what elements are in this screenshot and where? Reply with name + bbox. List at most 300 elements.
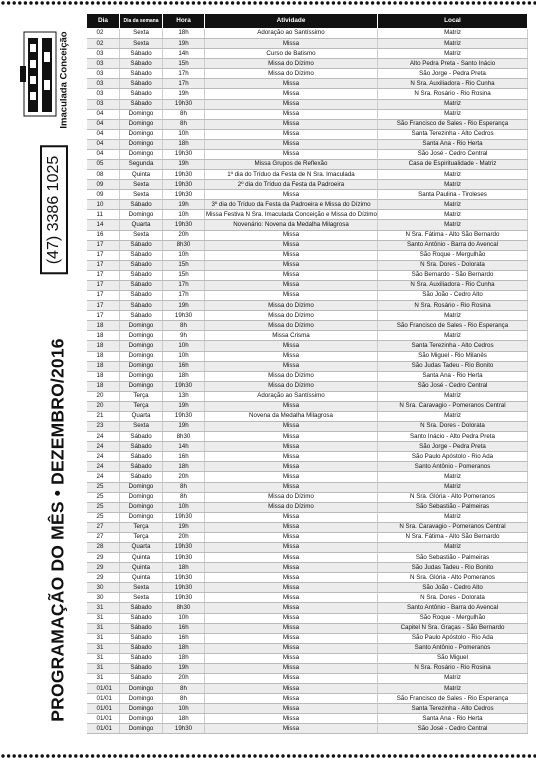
cell-hora: 19h <box>163 422 205 432</box>
cell-dia-semana: Segunda <box>120 160 163 170</box>
cell-local: Matriz <box>378 109 528 119</box>
cell-atividade: Missa <box>205 633 378 643</box>
cell-atividade: Missa do Dízimo <box>205 381 378 391</box>
cell-atividade: Missa <box>205 532 378 542</box>
cell-dia: 31 <box>87 663 120 673</box>
cell-atividade: Missa Crisma <box>205 331 378 341</box>
table-row <box>87 704 528 714</box>
cell-dia-semana: Sábado <box>120 472 163 482</box>
cell-hora: 16h <box>163 361 205 371</box>
cell-dia: 29 <box>87 573 120 583</box>
cell-dia-semana: Terça <box>120 391 163 401</box>
cell-dia-semana: Domingo <box>120 331 163 341</box>
cell-hora: 10h <box>163 210 205 220</box>
cell-dia: 29 <box>87 563 120 573</box>
cell-atividade: Novena da Medalha Milagrosa <box>205 411 378 421</box>
cell-dia: 05 <box>87 160 120 170</box>
cell-dia: 01/01 <box>87 684 120 694</box>
cell-hora: 8h <box>163 321 205 331</box>
cell-dia: 01/01 <box>87 694 120 704</box>
table-row <box>87 391 528 401</box>
cell-atividade: Missa do Dízimo <box>205 321 378 331</box>
cell-atividade: Curso de Batismo <box>205 49 378 59</box>
cell-dia: 10 <box>87 200 120 210</box>
cell-hora: 19h30 <box>163 190 205 200</box>
schedule-table <box>86 13 528 734</box>
cell-atividade: Missa <box>205 603 378 613</box>
table-row <box>87 623 528 633</box>
table-row <box>87 381 528 391</box>
cell-atividade: Missa do Dízimo <box>205 492 378 502</box>
cell-local: Matriz <box>378 542 528 552</box>
cell-dia-semana: Sábado <box>120 452 163 462</box>
cell-atividade: Missa do Dízimo <box>205 301 378 311</box>
table-row <box>87 462 528 472</box>
cell-local: Matriz <box>378 170 528 180</box>
cell-local: N Sra. Dores - Dolorata <box>378 260 528 270</box>
cell-local: Matriz <box>378 482 528 492</box>
cell-local: Matriz <box>378 512 528 522</box>
cell-atividade: 3º dia do Tríduo da Festa da Padroeira e Missa do Dízimo <box>205 200 378 210</box>
cell-hora: 19h <box>163 401 205 411</box>
cell-local: São Paulo Apóstolo - Rio Ada <box>378 452 528 462</box>
table-row <box>87 49 528 59</box>
cell-local: Alto Pedra Preta - Santo Inácio <box>378 59 528 69</box>
cell-dia: 31 <box>87 623 120 633</box>
table-row <box>87 331 528 341</box>
cell-hora: 19h30 <box>163 512 205 522</box>
cell-dia-semana: Domingo <box>120 351 163 361</box>
cell-local: N Sra. Caravagio - Pomeranos Central <box>378 522 528 532</box>
cell-hora: 9h <box>163 331 205 341</box>
cell-dia: 25 <box>87 482 120 492</box>
cell-dia: 31 <box>87 674 120 684</box>
table-row <box>87 341 528 351</box>
table-row <box>87 633 528 643</box>
cell-dia-semana: Domingo <box>120 694 163 704</box>
cell-atividade: Missa <box>205 432 378 442</box>
cell-atividade: Missa <box>205 472 378 482</box>
cell-atividade: Missa <box>205 99 378 109</box>
dotted-border-bottom <box>0 753 536 759</box>
cell-hora: 20h <box>163 532 205 542</box>
cell-dia: 11 <box>87 210 120 220</box>
cell-local: N Sra. Glória - Alto Pomeranos <box>378 492 528 502</box>
cell-dia-semana: Terça <box>120 532 163 542</box>
cell-dia-semana: Domingo <box>120 704 163 714</box>
cell-local: São Francisco de Sales - Rio Esperança <box>378 321 528 331</box>
cell-dia-semana: Sábado <box>120 311 163 321</box>
cell-dia: 02 <box>87 29 120 39</box>
cell-local: São Francisco de Sales - Rio Esperança <box>378 694 528 704</box>
cell-dia-semana: Sábado <box>120 674 163 684</box>
cell-local: Santa Ana - Rio Herta <box>378 371 528 381</box>
cell-dia: 18 <box>87 351 120 361</box>
cell-hora: 19h30 <box>163 170 205 180</box>
cell-hora: 19h <box>163 89 205 99</box>
cell-dia: 01/01 <box>87 724 120 734</box>
cell-hora: 10h <box>163 613 205 623</box>
cell-local: N Sra. Fátima - Alto São Bernardo <box>378 532 528 542</box>
table-row <box>87 674 528 684</box>
cell-dia-semana: Terça <box>120 522 163 532</box>
cell-local: Santa Terezinha - Alto Cedros <box>378 341 528 351</box>
cell-hora: 19h30 <box>163 583 205 593</box>
cell-atividade: Missa <box>205 563 378 573</box>
table-row <box>87 694 528 704</box>
table-row <box>87 482 528 492</box>
cell-atividade: Missa <box>205 482 378 492</box>
col-header-atividade: Atividade <box>205 14 378 29</box>
cell-dia-semana: Sábado <box>120 99 163 109</box>
cell-dia-semana: Sexta <box>120 190 163 200</box>
cell-atividade: Missa <box>205 89 378 99</box>
cell-local: Matriz <box>378 180 528 190</box>
cell-atividade: Missa Festiva N Sra. Imaculada Conceição e Missa do Dízimo <box>205 210 378 220</box>
cell-atividade: Missa <box>205 724 378 734</box>
cell-atividade: Missa do Dízimo <box>205 502 378 512</box>
cell-dia: 18 <box>87 361 120 371</box>
logo-text: Imaculada Conceição <box>58 31 70 129</box>
cell-dia: 18 <box>87 321 120 331</box>
cell-dia: 30 <box>87 593 120 603</box>
cell-hora: 18h <box>163 643 205 653</box>
table-row <box>87 643 528 653</box>
cell-dia: 31 <box>87 633 120 643</box>
cell-dia: 24 <box>87 452 120 462</box>
cell-hora: 19h30 <box>163 593 205 603</box>
cell-local: São João - Cedro Alto <box>378 291 528 301</box>
cell-dia: 18 <box>87 371 120 381</box>
cell-atividade: Missa <box>205 280 378 290</box>
cell-hora: 19h30 <box>163 542 205 552</box>
cell-local: Matriz <box>378 472 528 482</box>
cell-hora: 16h <box>163 452 205 462</box>
cell-dia: 03 <box>87 59 120 69</box>
table-row <box>87 129 528 139</box>
table-row <box>87 603 528 613</box>
cell-dia: 28 <box>87 542 120 552</box>
table-row <box>87 573 528 583</box>
cell-dia: 18 <box>87 331 120 341</box>
cell-dia-semana: Domingo <box>120 371 163 381</box>
table-row <box>87 401 528 411</box>
cell-local: Matriz <box>378 311 528 321</box>
cell-dia-semana: Domingo <box>120 210 163 220</box>
cell-local: Matriz <box>378 49 528 59</box>
cell-hora: 10h <box>163 351 205 361</box>
cell-dia-semana: Sábado <box>120 240 163 250</box>
cell-local: São Bernardo - São Bernardo <box>378 270 528 280</box>
cell-local: Matriz <box>378 99 528 109</box>
cell-dia: 01/01 <box>87 714 120 724</box>
cell-dia-semana: Sexta <box>120 583 163 593</box>
cell-dia-semana: Quinta <box>120 563 163 573</box>
cell-dia: 31 <box>87 653 120 663</box>
cell-hora: 19h <box>163 522 205 532</box>
table-row <box>87 230 528 240</box>
cell-atividade: Novenário: Novena da Medalha Milagrosa <box>205 220 378 230</box>
phone-number: (47) 3386 1025 <box>40 146 68 275</box>
table-row <box>87 422 528 432</box>
cell-dia-semana: Sábado <box>120 462 163 472</box>
table-row <box>87 452 528 462</box>
cell-dia: 01/01 <box>87 704 120 714</box>
cell-dia-semana: Quarta <box>120 411 163 421</box>
table-row <box>87 170 528 180</box>
table-row <box>87 411 528 421</box>
cell-local: Casa de Espiritualidade - Matriz <box>378 160 528 170</box>
cell-dia-semana: Sábado <box>120 89 163 99</box>
cell-hora: 20h <box>163 674 205 684</box>
cell-atividade: Missa <box>205 109 378 119</box>
cell-dia-semana: Sábado <box>120 301 163 311</box>
cell-hora: 19h30 <box>163 220 205 230</box>
cell-atividade: Missa <box>205 250 378 260</box>
page-title: PROGRAMAÇÃO DO MÊS • DEZEMBRO/2016 <box>47 338 68 722</box>
cell-atividade: Missa <box>205 462 378 472</box>
cell-hora: 10h <box>163 341 205 351</box>
cell-atividade: Missa Grupos de Reflexão <box>205 160 378 170</box>
cell-dia: 04 <box>87 119 120 129</box>
cell-hora: 20h <box>163 472 205 482</box>
cell-dia-semana: Terça <box>120 401 163 411</box>
cell-dia-semana: Quinta <box>120 553 163 563</box>
cell-dia: 04 <box>87 149 120 159</box>
table-row <box>87 532 528 542</box>
cell-hora: 19h30 <box>163 724 205 734</box>
cell-atividade: Missa <box>205 643 378 653</box>
cell-dia-semana: Sábado <box>120 69 163 79</box>
cell-dia-semana: Sábado <box>120 200 163 210</box>
cell-hora: 8h <box>163 109 205 119</box>
cell-atividade: Missa <box>205 149 378 159</box>
cell-hora: 8h <box>163 482 205 492</box>
cell-atividade: Missa <box>205 39 378 49</box>
cell-atividade: Missa <box>205 704 378 714</box>
cell-dia-semana: Sábado <box>120 291 163 301</box>
table-row <box>87 210 528 220</box>
table-row <box>87 260 528 270</box>
cell-dia-semana: Sábado <box>120 633 163 643</box>
cell-local: São José - Cedro Central <box>378 149 528 159</box>
cell-atividade: Missa <box>205 79 378 89</box>
table-row <box>87 522 528 532</box>
cell-hora: 10h <box>163 250 205 260</box>
cell-atividade: Missa do Dízimo <box>205 69 378 79</box>
cell-dia-semana: Quarta <box>120 542 163 552</box>
cell-local: Matriz <box>378 220 528 230</box>
table-row <box>87 653 528 663</box>
cell-hora: 10h <box>163 129 205 139</box>
cell-hora: 8h30 <box>163 240 205 250</box>
cell-atividade: Missa <box>205 714 378 724</box>
table-row <box>87 472 528 482</box>
table-row <box>87 250 528 260</box>
cell-local: São Miguel <box>378 653 528 663</box>
cell-atividade: Missa do Dízimo <box>205 311 378 321</box>
col-header-dia-semana: Dia da semana <box>120 14 163 29</box>
parish-logo <box>20 24 82 134</box>
cell-dia-semana: Sábado <box>120 59 163 69</box>
cell-hora: 8h30 <box>163 432 205 442</box>
cell-local: Matriz <box>378 200 528 210</box>
cell-dia-semana: Domingo <box>120 119 163 129</box>
cell-dia: 17 <box>87 311 120 321</box>
table-row <box>87 89 528 99</box>
cell-hora: 14h <box>163 49 205 59</box>
cell-dia-semana: Domingo <box>120 109 163 119</box>
cell-hora: 19h <box>163 200 205 210</box>
table-row <box>87 79 528 89</box>
cell-dia-semana: Sábado <box>120 250 163 260</box>
table-header <box>87 14 528 29</box>
cell-local: São Jorge - Pedra Preta <box>378 69 528 79</box>
cell-local: N Sra. Rosário - Rio Rosina <box>378 301 528 311</box>
cell-atividade: Missa <box>205 553 378 563</box>
table-row <box>87 29 528 39</box>
cell-local: Matriz <box>378 39 528 49</box>
cell-dia: 17 <box>87 301 120 311</box>
table-row <box>87 39 528 49</box>
cell-atividade: 1º dia do Tríduo da Festa de N Sra. Imaculada <box>205 170 378 180</box>
cell-dia: 24 <box>87 442 120 452</box>
cell-hora: 8h <box>163 119 205 129</box>
cell-dia: 17 <box>87 250 120 260</box>
cell-hora: 19h <box>163 160 205 170</box>
cell-hora: 18h <box>163 563 205 573</box>
table-row <box>87 270 528 280</box>
cell-local: São Francisco de Sales - Rio Esperança <box>378 119 528 129</box>
cell-hora: 8h <box>163 694 205 704</box>
cell-atividade: Missa <box>205 361 378 371</box>
cell-atividade: Missa <box>205 401 378 411</box>
cell-local: N Sra. Rosário - Rio Rosina <box>378 663 528 673</box>
cell-dia-semana: Sábado <box>120 623 163 633</box>
cell-dia: 17 <box>87 240 120 250</box>
col-header-local: Local <box>378 14 528 29</box>
cell-atividade: Missa <box>205 663 378 673</box>
cell-dia: 31 <box>87 613 120 623</box>
cell-dia-semana: Sexta <box>120 422 163 432</box>
cell-dia: 27 <box>87 522 120 532</box>
cell-local: N Sra. Auxiliadora - Rio Cunha <box>378 79 528 89</box>
cell-dia: 25 <box>87 512 120 522</box>
table-row <box>87 59 528 69</box>
cell-dia: 25 <box>87 502 120 512</box>
cell-local: Santa Terezinha - Alto Cedros <box>378 129 528 139</box>
cell-local: N Sra. Fátima - Alto São Bernardo <box>378 230 528 240</box>
table-row <box>87 180 528 190</box>
cell-local: Santo Antônio - Pomeranos <box>378 462 528 472</box>
cell-dia: 08 <box>87 170 120 180</box>
table-row <box>87 613 528 623</box>
cell-dia: 20 <box>87 391 120 401</box>
cell-dia: 04 <box>87 129 120 139</box>
cell-dia-semana: Domingo <box>120 492 163 502</box>
cell-dia: 03 <box>87 79 120 89</box>
cell-dia: 18 <box>87 341 120 351</box>
cell-atividade: Missa <box>205 583 378 593</box>
cell-local: Santa Terezinha - Alto Cedros <box>378 704 528 714</box>
cell-dia-semana: Domingo <box>120 512 163 522</box>
table-row <box>87 684 528 694</box>
cell-dia: 17 <box>87 291 120 301</box>
cell-dia: 17 <box>87 270 120 280</box>
cell-dia: 02 <box>87 39 120 49</box>
cell-local: N Sra. Caravagio - Pomeranos Central <box>378 401 528 411</box>
sidebar <box>12 10 82 748</box>
cell-hora: 15h <box>163 59 205 69</box>
table-row <box>87 563 528 573</box>
cell-dia-semana: Domingo <box>120 321 163 331</box>
cell-hora: 18h <box>163 714 205 724</box>
cell-local: São José - Cedro Central <box>378 724 528 734</box>
cell-dia-semana: Sábado <box>120 663 163 673</box>
cell-dia-semana: Sábado <box>120 603 163 613</box>
cell-local: Capitel N Sra. Graças - São Bernardo <box>378 623 528 633</box>
cell-local: Matriz <box>378 684 528 694</box>
table-row <box>87 109 528 119</box>
table-row <box>87 351 528 361</box>
cell-dia: 21 <box>87 411 120 421</box>
cell-hora: 17h <box>163 79 205 89</box>
col-header-dia: Dia <box>87 14 120 29</box>
cell-atividade: Missa <box>205 230 378 240</box>
cell-hora: 18h <box>163 371 205 381</box>
cell-dia-semana: Sexta <box>120 593 163 603</box>
cell-dia-semana: Sábado <box>120 280 163 290</box>
cell-dia-semana: Domingo <box>120 341 163 351</box>
cell-local: São Judas Tadeu - Rio Bonito <box>378 563 528 573</box>
cell-atividade: Adoração ao Santíssimo <box>205 391 378 401</box>
table-row <box>87 119 528 129</box>
cell-atividade: Missa <box>205 653 378 663</box>
cell-dia-semana: Quarta <box>120 220 163 230</box>
cell-atividade: Missa <box>205 422 378 432</box>
table-row <box>87 321 528 331</box>
cell-local: Santo Inácio - Alto Pedra Preta <box>378 432 528 442</box>
cell-dia: 09 <box>87 180 120 190</box>
cell-dia-semana: Sábado <box>120 260 163 270</box>
cell-dia-semana: Sábado <box>120 643 163 653</box>
table-row <box>87 311 528 321</box>
cell-atividade: Missa <box>205 522 378 532</box>
table-row <box>87 593 528 603</box>
cell-local: Matriz <box>378 331 528 341</box>
cell-dia-semana: Domingo <box>120 381 163 391</box>
table-row <box>87 442 528 452</box>
cell-hora: 15h <box>163 260 205 270</box>
table-row <box>87 149 528 159</box>
cell-dia: 31 <box>87 603 120 613</box>
cell-dia-semana: Sábado <box>120 79 163 89</box>
cell-dia: 04 <box>87 109 120 119</box>
table-row <box>87 553 528 563</box>
cell-dia-semana: Sábado <box>120 653 163 663</box>
cell-hora: 8h <box>163 492 205 502</box>
cell-local: Santo Antônio - Pomeranos <box>378 643 528 653</box>
cell-hora: 16h <box>163 633 205 643</box>
cell-local: São Jorge - Pedra Preta <box>378 442 528 452</box>
cell-dia: 14 <box>87 220 120 230</box>
cell-dia-semana: Domingo <box>120 724 163 734</box>
table-row <box>87 280 528 290</box>
cell-dia: 03 <box>87 49 120 59</box>
cell-atividade: 2º dia do Tríduo da Festa da Padroeira <box>205 180 378 190</box>
cell-atividade: Missa <box>205 139 378 149</box>
cell-atividade: Missa <box>205 573 378 583</box>
